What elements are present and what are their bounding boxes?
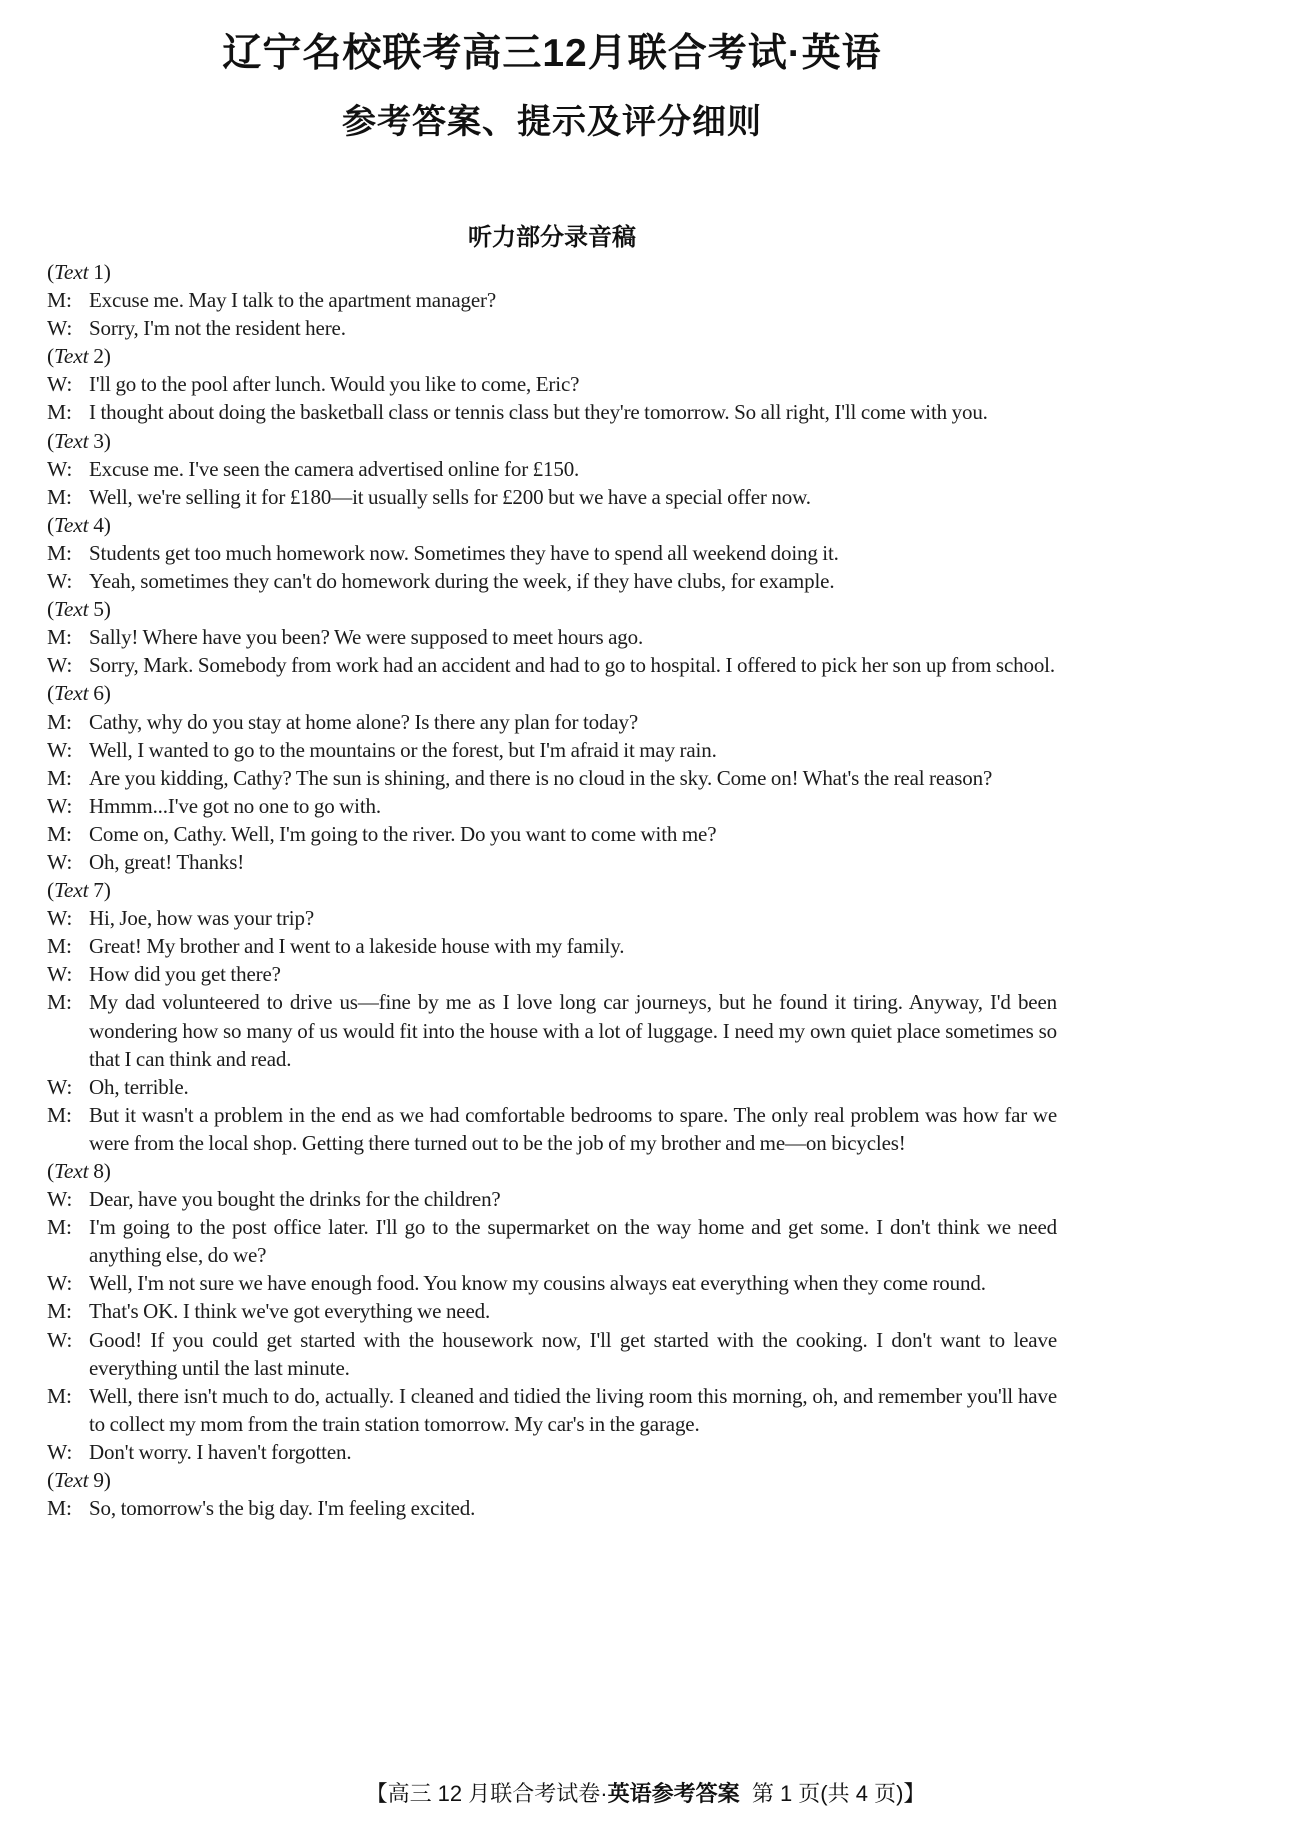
speaker-label: W: [47,793,73,818]
dialogue-line [47,1101,1057,1157]
speaker-label: M: [47,1383,72,1408]
speaker-label: W: [47,456,73,481]
utterance-text: Excuse me. I've seen the camera advertised online for £150. [89,456,580,481]
speaker-label: M: [47,990,72,1015]
utterance-text: I'm going to the post office later. I'll go to the supermarket on the way home and get some. I don't think we need anything else, do we? [89,1215,1057,1268]
dialogue-line [47,1438,1057,1466]
dialogue-line [47,1494,1057,1522]
dialogue-line [47,623,1057,651]
dialogue-line [47,820,1057,848]
text-label-word: Text [54,428,89,453]
utterance-text: Well, there isn't much to do, actually. I cleaned and tidied the living room this morning, oh, and remember you'll have to collect my mom from the train station tomorrow. My car's in the garage. [89,1383,1057,1436]
text-label: (Text 1) [47,260,111,284]
listening-transcript-heading: 听力部分录音稿 [468,224,636,251]
utterance-text: Good! If you could get started with the housework now, I'll get started with the cooking. I don't want to leave everything until the last minute. [89,1327,1057,1380]
speaker-label: M: [47,540,72,565]
dialogue-line [47,455,1057,483]
utterance-text: Well, I wanted to go to the mountains or the forest, but I'm afraid it may rain. [89,737,717,762]
text-label-word: Text [54,1159,89,1183]
speaker-label: M: [47,765,72,790]
dialogue-line [47,792,1057,820]
text-label-word: Text [54,344,89,369]
dialogue-line [47,651,1057,679]
utterance-text: Cathy, why do you stay at home alone? Is there any plan for today? [89,709,639,734]
speaker-label: M: [47,1496,72,1521]
utterance-text: Sally! Where have you been? We were supposed to meet hours ago. [89,625,644,650]
utterance-text: I thought about doing the basketball class or tennis class but they're tomorrow. So all right, I'll come with you. [89,400,988,425]
utterance-text: So, tomorrow's the big day. I'm feeling excited. [89,1496,476,1521]
utterance-text: Hi, Joe, how was your trip? [89,906,314,931]
speaker-label: W: [47,737,73,762]
speaker-label: M: [47,934,72,959]
utterance-text: But it wasn't a problem in the end as we had comfortable bedrooms to spare. The only real problem was how far we were from the local shop. Getting there turned out to be the job of my brother and me—on bicycles! [89,1102,1057,1155]
utterance-text: Don't worry. I haven't forgotten. [89,1439,352,1464]
dialogue-line [47,483,1057,511]
dialogue-line [47,904,1057,932]
utterance-text: I'll go to the pool after lunch. Would you like to come, Eric? [89,372,580,397]
dialogue-line [47,848,1057,876]
dialogue-line [47,539,1057,567]
speaker-label: W: [47,316,73,341]
text-label-word: Text [54,878,89,903]
speaker-label: W: [47,1271,73,1296]
utterance-text: My dad volunteered to drive us—fine by me as I love long car journeys, but he found it tiring. Anyway, I'd been wondering how so many of us would fit into the house with a lot of luggage. I need my own quiet place sometimes so that I can think and read. [89,990,1057,1071]
utterance-text: Yeah, sometimes they can't do homework during the week, if they have clubs, for example. [89,569,835,594]
utterance-text: Well, we're selling it for £180—it usually sells for £200 but we have a special offer now. [89,484,811,509]
speaker-label: M: [47,288,72,313]
text-label: (Text 7) [47,878,111,903]
text-label-word: Text [54,512,89,537]
utterance-text: Come on, Cathy. Well, I'm going to the river. Do you want to come with me? [89,821,717,846]
speaker-label: W: [47,1074,73,1099]
dialogue-line [47,1326,1057,1382]
text-label-word: Text [54,260,89,284]
speaker-label: W: [47,1187,73,1212]
speaker-label: W: [47,906,73,931]
dialogue-line [47,398,1057,426]
speaker-label: W: [47,962,73,987]
dialogue-line [47,708,1057,736]
utterance-text: Oh, terrible. [89,1074,189,1099]
dialogue-line [47,1269,1057,1297]
utterance-text: Sorry, Mark. Somebody from work had an accident and had to go to hospital. I offered to pick her son up from school. [89,653,1055,678]
utterance-text: Dear, have you bought the drinks for the children? [89,1187,501,1212]
speaker-label: M: [47,709,72,734]
text-label: (Text 5) [47,597,111,622]
text-label-word: Text [54,1468,89,1493]
utterance-text: Students get too much homework now. Sometimes they have to spend all weekend doing it. [89,540,839,565]
utterance-text: Excuse me. May I talk to the apartment manager? [89,288,497,313]
exam-subtitle: 参考答案、提示及评分细则 [342,103,762,141]
speaker-label: M: [47,1215,72,1240]
speaker-label: W: [47,653,73,678]
text-label-word: Text [54,681,89,706]
speaker-label: W: [47,569,73,594]
dialogue-line [47,567,1057,595]
utterance-text: Great! My brother and I went to a lakeside house with my family. [89,934,625,959]
utterance-text: Sorry, I'm not the resident here. [89,316,346,341]
text-label: (Text 6) [47,681,111,706]
speaker-label: M: [47,1102,72,1127]
utterance-text: How did you get there? [89,962,281,987]
speaker-label: M: [47,400,72,425]
speaker-label: W: [47,1439,73,1464]
text-label: (Text 8) [47,1159,111,1183]
speaker-label: W: [47,1327,73,1352]
dialogue-line [47,1382,1057,1438]
utterance-text: Well, I'm not sure we have enough food. You know my cousins always eat everything when they come round. [89,1271,986,1296]
dialogue-line [47,370,1057,398]
dialogue-line [47,736,1057,764]
dialogue-line [47,1297,1057,1325]
speaker-label: M: [47,625,72,650]
dialogue-line [47,932,1057,960]
footer-answer-label: 英语参考答案 [607,1781,740,1806]
text-label-word: Text [54,597,89,622]
speaker-label: M: [47,484,72,509]
utterance-text: That's OK. I think we've got everything we need. [89,1299,491,1324]
utterance-text: Hmmm...I've got no one to go with. [89,793,381,818]
page-footer [0,1777,1291,1808]
exam-title: 辽宁名校联考高三12月联合考试·英语 [222,32,882,75]
dialogue-line [47,1073,1057,1101]
speaker-label: M: [47,821,72,846]
dialogue-line [47,988,1057,1072]
speaker-label: W: [47,849,73,874]
utterance-text: Are you kidding, Cathy? The sun is shining, and there is no cloud in the sky. Come on! What's the real reason? [89,765,993,790]
dialogue-line [47,1185,1057,1213]
dialogue-line [47,1213,1057,1269]
dialogue-line [47,960,1057,988]
text-label: (Text 9) [47,1468,111,1493]
dialogue-line [47,286,1057,314]
transcript [47,258,1057,1522]
dialogue-line [47,314,1057,342]
utterance-text: Oh, great! Thanks! [89,849,245,874]
text-label: (Text 2) [47,344,111,369]
footer-prefix: 【高三 12 月联合考试卷· [365,1781,608,1806]
text-label: (Text 4) [47,512,111,537]
speaker-label: M: [47,1299,72,1324]
footer-page-number: 第 1 页(共 4 页)】 [739,1781,926,1806]
dialogue-line [47,764,1057,792]
text-label: (Text 3) [47,428,111,453]
speaker-label: W: [47,372,73,397]
